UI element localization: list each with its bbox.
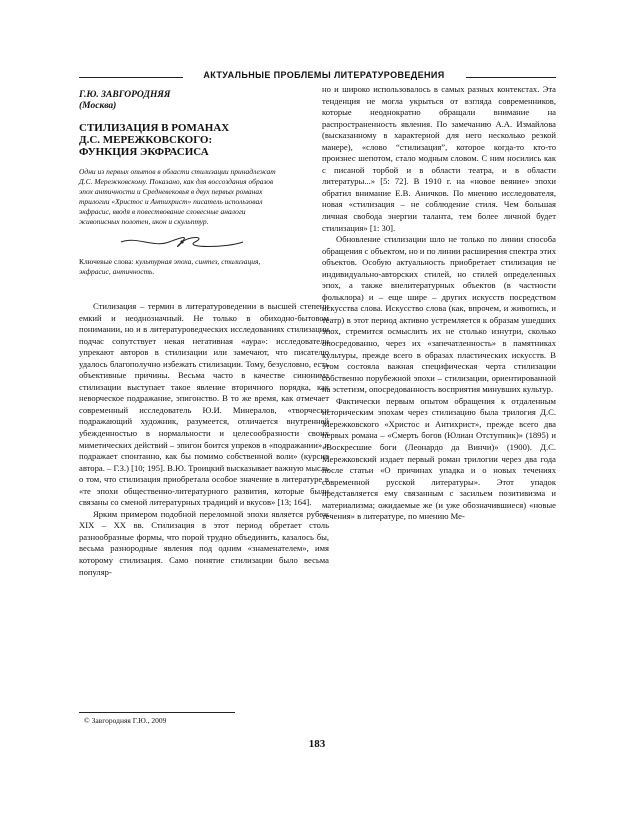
right-column: [322, 84, 556, 523]
title-line: ФУНКЦИЯ ЭКФРАСИСА: [79, 146, 209, 158]
paragraph: Фактически первым опытом обращения к отдаленным историческим эпохам через стилизацию была трилогия Д.С. Мережковского «Христос и Антихрист», прежде всего два первых романа – «Смерть богов (Юлиан Отступник)» (1895) и «Воскресшие боги (Леонардо да Винчи)» (1900). Д.С. Мережковский издает первый роман трилогии через два года после статьи «О причинах упадка и о новых течениях современной русской литературы». Этот упадок представляется ему связанным с засильем позитивизма и материализма; ожидаемые же (и уже обозначившиеся) «новые течения» в литературе, по мнению Ме-: [322, 395, 556, 522]
keywords-label: Ключевые слова:: [79, 257, 134, 266]
abstract: Одни из первых опытов в области стилизации принадлежат Д.С. Мережковскому. Показано, как для воссоздания образов эпох античности и Средневековья в двух первых романах трилогии «Христос и Антихрист» писатель использовал экфрасис, вводя в повествование словесные аналоги живописных полотен, икон и скульптур.: [79, 167, 276, 226]
left-body-text: [79, 301, 329, 578]
paragraph: Обновление стилизации шло не только по линии способа обращения с объектом, но и по линии расширения спектра этих объектов. Особую актуальность приобретает стилизация не индивидуально-авторских стилей, но стилей определенных эпох, а также внелитературных объектов (в частности фольклора) и – еще шире – других искусств посредством искусства слова. Искусство слова (как, впрочем, и живопись, и театр) в этот период активно устремляется к образам ушедших эпох, стремится осмыслить их не столько изнутри, сколько опосредованно, через их «запечатленность» в памятниках культуры, прежде всего в образах пластических искусств. В этом состояла важная специфическая черта стилизации собственно порубежной эпохи – стилизации, ориентированной на эстетизм, опосредованность восприятия минувших культур.: [322, 234, 556, 395]
left-column: [79, 90, 329, 578]
footnote-rule: [79, 712, 235, 713]
paragraph: но и широко использовалось в самых разных контекстах. Эта тенденция не могла укрыться от взгляда современников, которые неоднократно обращали внимание на распространенность явления. По замечанию А.А. Измайлова (высказанному в характерной для него несколько резкой манере), «слово “стилизация”, которое когда-то кто-то произнес шепотом, стало модным словом. С ним носились как с писаной торбой и в области театра, и в области литературы...» [5: 72]. В 1910 г. на «новое веяние» эпохи обратил внимание Е.В. Аничков. По мнению исследователя, новая «стилизация – не соблюдение стиля. Чем большая личная свобода энергии таланта, тем более личной будет стилизация» [1: 30].: [322, 84, 556, 233]
keywords: [79, 257, 289, 277]
page-number: 183: [308, 738, 326, 750]
section-header: АКТУАЛЬНЫЕ ПРОБЛЕМЫ ЛИТЕРАТУРОВЕДЕНИЯ: [203, 70, 445, 80]
author-name: Г.Ю. ЗАВГОРОДНЯЯ: [79, 90, 171, 100]
right-body-text: [322, 84, 556, 523]
title-line: Д.С. МЕРЕЖКОВСКОГО:: [79, 134, 213, 146]
header-rule-left: [79, 77, 183, 78]
author-city: (Москва): [79, 101, 117, 111]
paragraph: Стилизация – термин в литературоведении в высшей степени емкий и неоднозначный. Не только в обиходно-бытовом понимании, но и в литературоведческих исследованиях стилизации подчас сопутствует некая негативная «аура»: исследователи упрекают авторов в стилизации или замечают, что писателю удалось благополучно избежать стилизации. Тому, безусловно, есть объективные причины. Весьма часто в качестве синонима стилизации выступает такое явление вторичного порядка, как неворческое подражание, эпигонство. В то же время, как отмечает современный исследователь Ю.И. Минералов, «творчески подражающий художник, разумеется, отличается внутренней убежденностью в нормальности и целесообразности своих миметических действий – эпигон боится упреков в «подражании» и подражает спонтанно, как бы помимо собственной воли» (курсив автора. – Г.З.) [10; 195]. В.Ю. Троицкий высказывает важную мысль о том, что стилизация приобретала особое значение в литературе в «те эпохи общественно-литературного развития, которые были связаны со сменой литературных традиций и вкусов» [13; 164].: [79, 301, 329, 508]
ornament-divider-icon: [117, 235, 329, 253]
title-line: СТИЛИЗАЦИЯ В РОМАНАХ: [79, 122, 230, 134]
paragraph: Ярким примером подобной переломной эпохи является рубеж XIX – XX вв. Стилизация в этот период обретает столь разнообразные формы, что порой трудно объединить, казалось бы, весьма разнородные явления под одним «знаменателем», имя которому стилизация. Само понятие стилизации было весьма популяр-: [79, 508, 329, 577]
keywords-list: культурная эпоха, синтез, стилизация, экфрасис, античность.: [79, 257, 261, 276]
copyright-note: © Завгородняя Г.Ю., 2009: [84, 716, 167, 725]
article-title: [79, 122, 329, 158]
header-rule-right: [466, 77, 556, 78]
